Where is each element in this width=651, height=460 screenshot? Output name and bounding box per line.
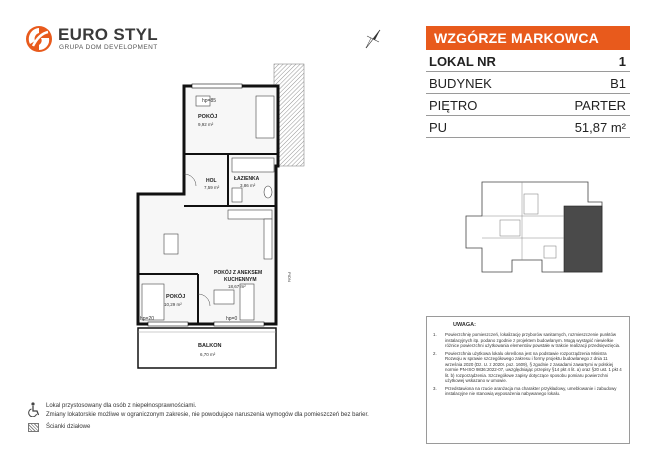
note-number: 3. bbox=[433, 385, 437, 391]
bed bbox=[142, 284, 164, 320]
info-value: 51,87 m² bbox=[574, 120, 626, 135]
room-name-pokoj-aneks-2: KUCHENNYM bbox=[224, 277, 257, 283]
bed bbox=[256, 96, 274, 138]
legend-changes-text: Zmiany lokatorskie możliwe w ograniczonym zakresie, nie powodujące naruszenia wymogów dla pomieszczeń bez barier. bbox=[46, 412, 369, 418]
room-hp-bottom: hp=20 bbox=[140, 316, 155, 322]
legend-accessibility-text: Lokal przystosowany dla osób z niepełnosprawnościami. bbox=[46, 403, 197, 409]
info-key: PU bbox=[429, 120, 448, 135]
legend-walls-text: Ścianki działowe bbox=[46, 424, 91, 430]
highlighted-unit bbox=[564, 206, 602, 272]
info-value: PARTER bbox=[574, 98, 626, 113]
room-area-balkon: 6,70 m² bbox=[200, 352, 216, 357]
brand-name: EURO STYL bbox=[58, 25, 158, 44]
building-key-plan bbox=[460, 176, 610, 280]
note-text: Powierzchnię pomieszczeń, lokalizację przyborów sanitarnych, rozmieszczenie punktów instalacyjnych itp. podano zgodnie z projektem budowlanym. Mogą wystąpić niewielkie różnice powierzchni użytkowania elementów powstałe w trakcie realizacji przedsięwzięcia. bbox=[445, 332, 621, 348]
legend-changes bbox=[28, 411, 408, 420]
room-area-pokoj-top: 9,92 m² bbox=[198, 122, 214, 127]
floor-plan bbox=[128, 62, 308, 392]
legend-walls bbox=[28, 423, 228, 435]
north-arrow-icon bbox=[362, 28, 384, 50]
info-value: 1 bbox=[618, 54, 626, 69]
info-key: BUDYNEK bbox=[429, 76, 492, 91]
note-item bbox=[433, 386, 623, 397]
note-text: Powierzchnia użytkowa lokalu określona jest na podstawie rozporządzenia Ministra Rozwoju w sprawie szczegółowego zakresu i formy projektu budowlanego z dnia 11 września 2020 (Dz. U. z 2020r. poz. 1609), § zgodnie z zasadami zawartymi w polskiej normie PN-ISO 9836:2022-07, uwzględniając przepisy §14 pkt 4 lit. a) oraz §20 ust. 1 pkt 4 lit. b) rozporządzenia. Szczegółowe zapisy dotyczące sposobu pomiaru powierzchni użytkowej wskazano w umowie. bbox=[445, 350, 622, 383]
room-name-pokoj-aneks: POKÓJ Z ANEKSEM bbox=[214, 270, 263, 276]
project-title: WZGÓRZE MARKOWCA bbox=[426, 26, 630, 50]
hp-zero: hp=0 bbox=[226, 316, 238, 322]
room-area-lazienka: 3,86 m² bbox=[240, 183, 256, 188]
notes-title: UWAGA: bbox=[453, 322, 476, 328]
notes-box bbox=[426, 316, 630, 444]
room-name-hol: HOL bbox=[206, 178, 217, 184]
room-name-lazienka: ŁAZIENKA bbox=[234, 176, 260, 182]
info-value: B1 bbox=[610, 76, 626, 91]
brand-subtitle: GRUPA DOM DEVELOPMENT bbox=[59, 44, 158, 51]
hatched-wall-swatch-icon bbox=[28, 423, 39, 432]
room-hp-top: hp=85 bbox=[202, 98, 217, 104]
info-row-lokal bbox=[426, 50, 630, 72]
euro-styl-logo-mark-icon bbox=[24, 24, 54, 54]
info-key: LOKAL NR bbox=[429, 54, 496, 69]
room-area-hol: 7,59 m² bbox=[204, 185, 220, 190]
apartment-info-panel bbox=[426, 26, 630, 138]
room-name-pokoj-top: POKÓJ bbox=[198, 114, 218, 120]
note-item bbox=[433, 351, 623, 384]
note-number: 1. bbox=[433, 332, 437, 337]
pion-label: PION bbox=[287, 272, 292, 282]
info-row-pu bbox=[426, 116, 630, 138]
note-item bbox=[433, 332, 623, 349]
legend bbox=[28, 402, 408, 420]
room-area-pokoj-aneks: 18,67 m² bbox=[228, 284, 246, 289]
info-row-pietro bbox=[426, 94, 630, 116]
brand-logo bbox=[24, 22, 174, 58]
room-name-pokoj-bottom: POKÓJ bbox=[166, 294, 186, 300]
info-row-budynek bbox=[426, 72, 630, 94]
legend-accessibility bbox=[28, 402, 408, 411]
note-text: Przedstawiona na rzucie aranżacja ma charakter przykładowy, umeblowanie i zabudowy instalacyjne nie stanowią wyposażenia nabywanego lokalu. bbox=[445, 385, 617, 396]
note-number: 2. bbox=[433, 350, 437, 356]
notes-list bbox=[433, 332, 623, 397]
info-key: PIĘTRO bbox=[429, 98, 478, 113]
room-name-balkon: BALKON bbox=[198, 343, 222, 349]
bathtub bbox=[232, 158, 274, 172]
kitchen-counter bbox=[228, 210, 272, 219]
room-area-pokoj-bottom: 10,29 m² bbox=[164, 302, 182, 307]
